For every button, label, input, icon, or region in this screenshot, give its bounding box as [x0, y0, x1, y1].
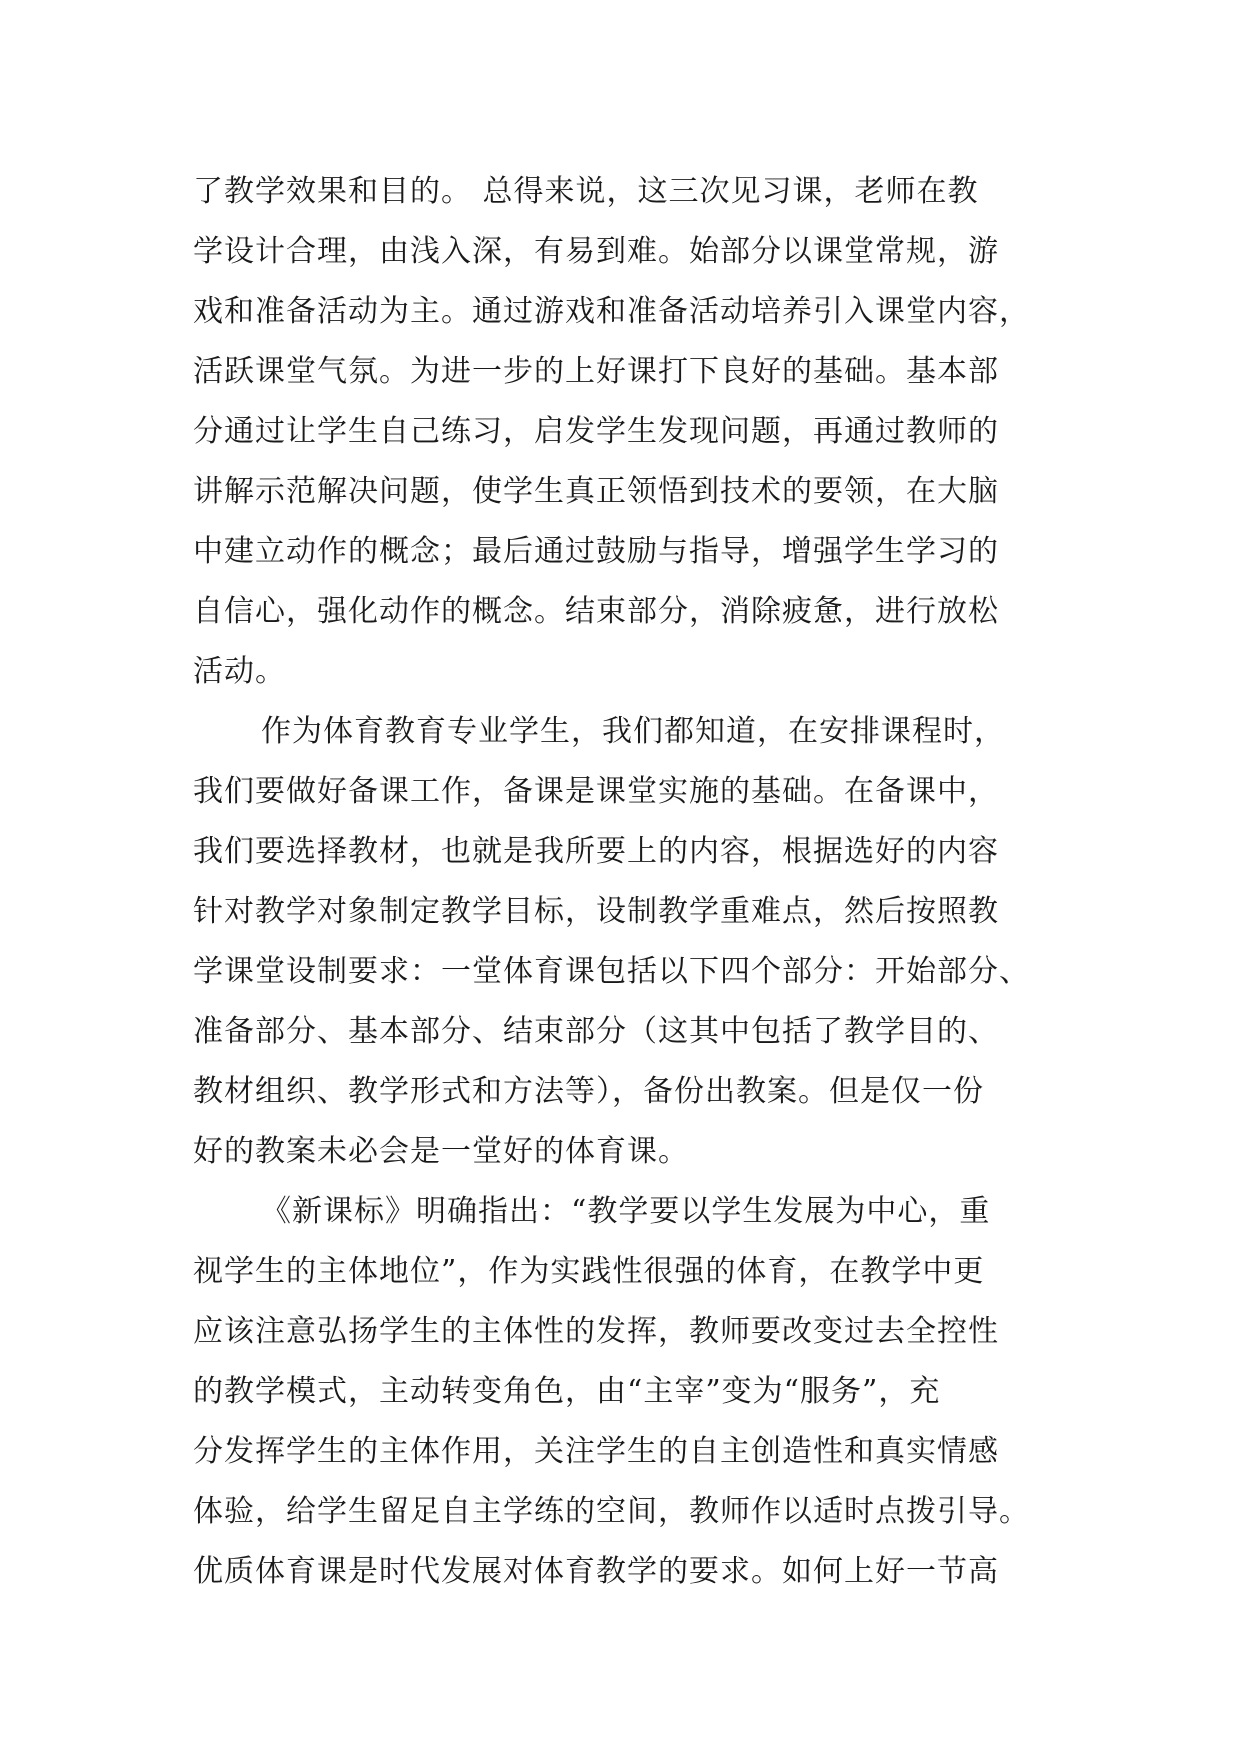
- text-line: 自信心，强化动作的概念。结束部分，消除疲惫，进行放松: [193, 594, 999, 629]
- text-line: 活跃课堂气氛。为进一步的上好课打下良好的基础。基本部: [193, 354, 999, 389]
- text-line: 视学生的主体地位”，作为实践性很强的体育，在教学中更: [193, 1254, 985, 1289]
- text-line: 了教学效果和目的。 总得来说，这三次见习课，老师在教: [193, 174, 979, 209]
- text-line: 优质体育课是时代发展对体育教学的要求。如何上好一节高: [193, 1554, 999, 1589]
- paragraph-first-line: 《新课标》明确指出：“教学要以学生发展为中心，重: [261, 1194, 991, 1229]
- text-line: 教材组织、教学形式和方法等），备份出教案。但是仅一份: [193, 1074, 984, 1109]
- text-line: 准备部分、基本部分、结束部分（这其中包括了教学目的、: [193, 1014, 999, 1049]
- text-line: 戏和准备活动为主。通过游戏和准备活动培养引入课堂内容，: [193, 294, 1030, 329]
- text-line: 针对教学对象制定教学目标，设制教学重难点，然后按照教: [193, 894, 999, 929]
- text-line: 讲解示范解决问题，使学生真正领悟到技术的要领，在大脑: [193, 474, 999, 509]
- text-line: 好的教案未必会是一堂好的体育课。: [193, 1134, 689, 1169]
- text-line: 应该注意弘扬学生的主体性的发挥，教师要改变过去全控性: [193, 1314, 999, 1349]
- text-line: 学课堂设制要求：一堂体育课包括以下四个部分：开始部分、: [193, 954, 1030, 989]
- text-line: 中建立动作的概念；最后通过鼓励与指导，增强学生学习的: [193, 534, 999, 569]
- text-line: 分发挥学生的主体作用，关注学生的自主创造性和真实情感: [193, 1434, 999, 1469]
- paragraph-first-line: 作为体育教育专业学生，我们都知道，在安排课程时，: [261, 714, 1005, 749]
- text-line: 我们要做好备课工作，备课是课堂实施的基础。在备课中，: [193, 774, 999, 809]
- text-line: 的教学模式，主动转变角色，由“主宰”变为“服务”，充: [193, 1374, 941, 1409]
- text-line: 我们要选择教材，也就是我所要上的内容，根据选好的内容: [193, 834, 999, 869]
- text-line: 体验，给学生留足自主学练的空间，教师作以适时点拨引导。: [193, 1494, 1030, 1529]
- text-line: 活动。: [193, 654, 286, 689]
- text-line: 分通过让学生自己练习，启发学生发现问题，再通过教师的: [193, 414, 999, 449]
- body-text: [193, 162, 1093, 1602]
- text-line: 学设计合理，由浅入深，有易到难。始部分以课堂常规，游: [193, 234, 999, 269]
